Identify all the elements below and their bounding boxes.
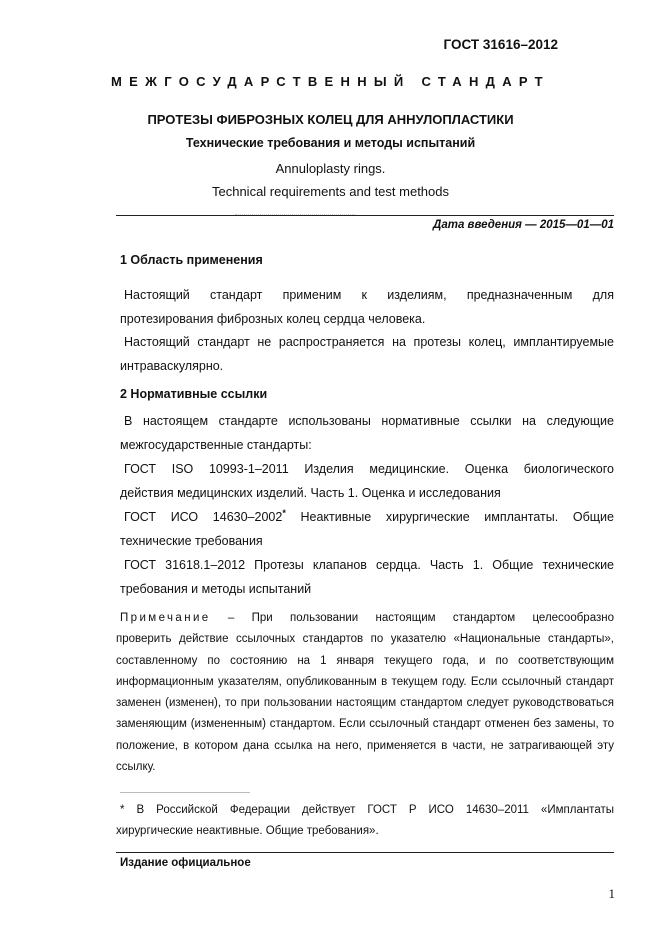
standard-category: МЕЖГОСУДАРСТВЕННЫЙ СТАНДАРТ bbox=[111, 74, 550, 89]
note-line5: заменен (изменен), то при пользовании настоящим стандартом следует руководствоваться bbox=[116, 697, 614, 710]
title-en-main: Annuloplasty rings. bbox=[275, 161, 386, 176]
footnote-line2: хирургические неактивные. Общие требования». bbox=[116, 825, 379, 837]
note-line4: информационным указателям, опубликованным в текущем году. Если ссылочный стандарт bbox=[116, 675, 614, 688]
reference-gost-iso-10993 bbox=[116, 457, 614, 505]
title-en-sub: Technical requirements and test methods bbox=[211, 184, 449, 199]
ref3-line1: ГОСТ 31618.1–2012 Протезы клапанов сердца. Часть 1. Общие технические bbox=[124, 558, 614, 572]
title-ru-main: ПРОТЕЗЫ ФИБРОЗНЫХ КОЛЕЦ ДЛЯ АННУЛОПЛАСТИКИ bbox=[147, 112, 514, 127]
note-line1 bbox=[116, 608, 614, 629]
ref1-line2: действия медицинских изделий. Часть 1. Оценка и исследования bbox=[120, 486, 501, 500]
note-line1-text: – При пользовании настоящим стандартом целесообразно bbox=[210, 612, 614, 624]
s1p2-line2: интраваскулярно. bbox=[120, 359, 224, 373]
s2p1-line1: В настоящем стандарте использованы нормативные ссылки на следующие bbox=[124, 414, 614, 428]
ref3-line2: требования и методы испытаний bbox=[120, 582, 312, 596]
ref2-code: ГОСТ ИСО 14630–2002 bbox=[124, 510, 283, 524]
section2-paragraph1 bbox=[116, 409, 614, 457]
note-block bbox=[116, 608, 614, 778]
note-line2: проверить действие ссылочных стандартов по указателю «Национальные стандарты», bbox=[116, 633, 614, 646]
note-line6: заменяющим (измененным) стандартом. Если ссылочный стандарт отменен без замены, то bbox=[116, 718, 614, 731]
s1p1-line1: Настоящий стандарт применим к изделиям, предназначенным для bbox=[124, 288, 614, 302]
s1p2-line1: Настоящий стандарт не распространяется на протезы колец, имплантируемые bbox=[124, 335, 614, 349]
ref2-line1 bbox=[116, 505, 614, 529]
reference-gost-31618 bbox=[116, 553, 614, 601]
standard-code: ГОСТ 31616–2012 bbox=[443, 37, 558, 52]
note-line8: ссылку. bbox=[116, 761, 156, 774]
ref2-title: Неактивные хирургические имплантаты. Общие bbox=[285, 510, 614, 524]
edition-divider bbox=[116, 852, 614, 853]
title-ru-sub: Технические требования и методы испытаний bbox=[185, 136, 476, 150]
footnote bbox=[116, 800, 614, 842]
note-label: Примечание bbox=[120, 612, 211, 624]
ref1-line1: ГОСТ ISO 10993-1–2011 Изделия медицинские. Оценка биологического bbox=[124, 462, 614, 476]
section1-heading: 1 Область применения bbox=[120, 253, 263, 267]
section1-paragraph1 bbox=[116, 283, 614, 331]
page-number: 1 bbox=[608, 886, 615, 901]
edition-label: Издание официальное bbox=[120, 857, 251, 869]
s1p1-line2: протезирования фиброзных колец сердца человека. bbox=[120, 312, 426, 326]
note-line7: положение, в котором дана ссылка на него, применяется в части, не затрагивающей эту bbox=[116, 739, 614, 752]
introduction-date: Дата введения — 2015—01—01 bbox=[433, 219, 614, 231]
footnote-line1: * В Российской Федерации действует ГОСТ Р ИСО 14630–2011 «Имплантаты bbox=[120, 804, 614, 816]
section1-paragraph2 bbox=[116, 330, 614, 378]
footnote-separator bbox=[120, 792, 250, 793]
title-divider bbox=[116, 215, 614, 216]
note-line3: составленному по состоянию на 1 января текущего года, и по соответствующим bbox=[116, 654, 614, 667]
footnote-mark: * bbox=[282, 507, 286, 518]
section2-heading: 2 Нормативные ссылки bbox=[120, 387, 268, 401]
ref2-line2: технические требования bbox=[120, 534, 263, 548]
s2p1-line2: межгосударственные стандарты: bbox=[120, 438, 312, 452]
reference-gost-iso-14630 bbox=[116, 505, 614, 553]
